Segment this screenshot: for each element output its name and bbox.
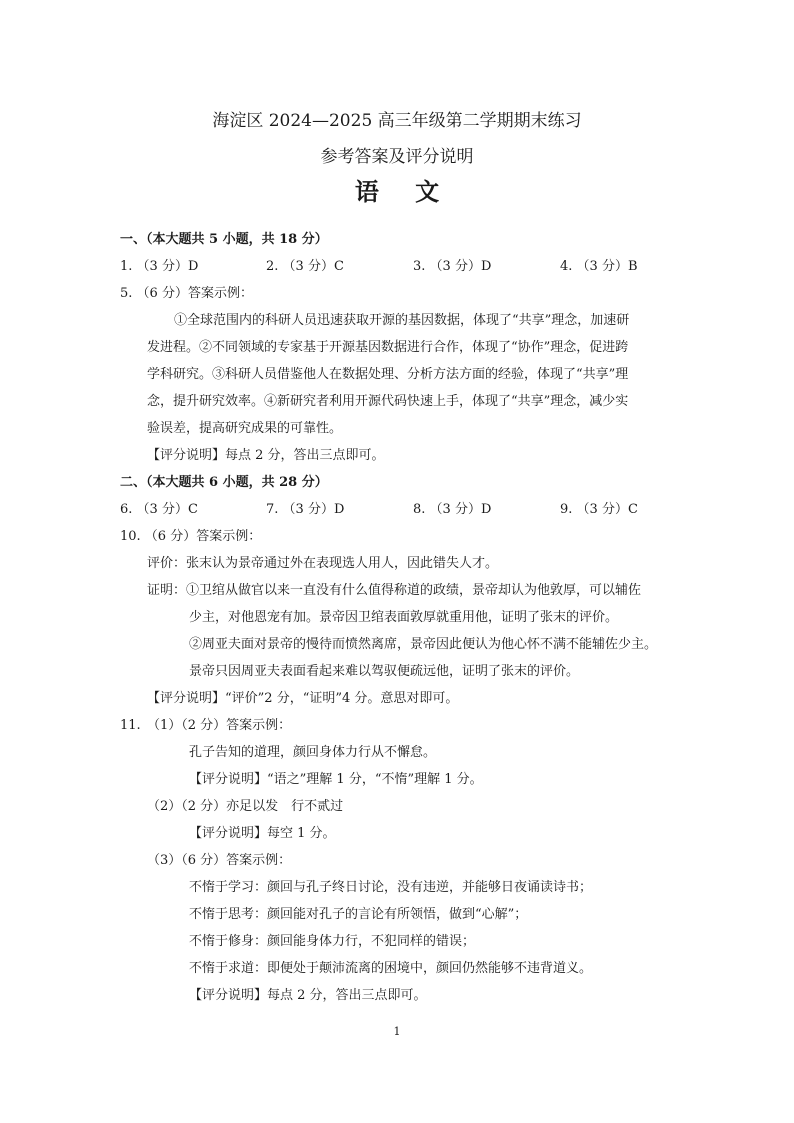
page-number: 1 [393, 1025, 401, 1038]
document-subtitle: 参考答案及评分说明 [320, 147, 474, 167]
q10-evaluation: 评价：张末认为景帝通过外在表现选人用人，因此错失人才。 [147, 556, 499, 571]
q5-answer-line: 验误差，提高研究成果的可靠性。 [147, 421, 343, 436]
q10-proof-line: 证明：①卫绾从做官以来一直没有什么值得称道的政绩，景帝却认为他敦厚，可以辅佐 [147, 583, 642, 598]
q11-part1-answer: 孔子告知的道理，颜回身体力行从不懈怠。 [189, 745, 437, 760]
q11-number: 11. [120, 718, 141, 733]
q10-proof-line: 少主，对他恩宠有加。景帝因卫绾表面敦厚就重用他，证明了张末的评价。 [189, 610, 619, 625]
q10-proof-line: ②周亚夫面对景帝的慢待而愤然离席，景帝因此便认为他心怀不满不能辅佐少主。 [189, 637, 658, 652]
q10-label: 10. （6 分）答案示例： [120, 529, 262, 544]
q5-label: 5. （6 分）答案示例： [120, 286, 253, 301]
q10-grading-note: 【评分说明】“评价”2 分，“证明”4 分。意思对即可。 [147, 691, 459, 706]
q5-answer-line: ①全球范围内的科研人员迅速获取开源的基因数据，体现了“共享”理念，加速研 [174, 313, 630, 328]
q11-part3-line: 不惰于思考：颜回能对孔子的言论有所领悟，做到“心解”； [189, 907, 528, 922]
answer-q4: 4. （3 分）B [560, 259, 638, 274]
answer-q1: 1. （3 分）D [120, 259, 199, 274]
q11-part3-line: 不惰于学习：颜回与孔子终日讨论，没有违逆，并能够日夜诵读诗书； [189, 880, 593, 895]
q11-part2-note: 【评分说明】每空 1 分。 [189, 826, 336, 841]
q11-part3-note: 【评分说明】每点 2 分，答出三点即可。 [189, 988, 427, 1003]
q5-answer-line: 学科研究。③科研人员借鉴他人在数据处理、分析方法方面的经验，体现了“共享”理 [147, 367, 629, 382]
q5-grading-note: 【评分说明】每点 2 分，答出三点即可。 [147, 448, 385, 463]
answer-q6: 6. （3 分）C [120, 502, 198, 517]
q11-part1-note: 【评分说明】“语之”理解 1 分，“不惰”理解 1 分。 [189, 772, 483, 787]
q10-proof-line: 景帝只因周亚夫表面看起来难以驾驭便疏远他，证明了张末的评价。 [189, 664, 580, 679]
subject-heading: 语 文 [354, 177, 454, 206]
answer-q7: 7. （3 分）D [266, 502, 345, 517]
answer-q3: 3. （3 分）D [413, 259, 492, 274]
q11-part3-line: 不惰于修身：颜回能身体力行，不犯同样的错误； [189, 934, 476, 949]
q11-part3-label: （3）（6 分）答案示例： [147, 853, 292, 868]
q11-part1-label: （1）（2 分）答案示例： [147, 718, 292, 733]
q11-part3-line: 不惰于求道：即便处于颠沛流离的困境中，颜回仍然能够不违背道义。 [189, 961, 593, 976]
section-heading-1: 一、（本大题共 5 小题，共 18 分） [120, 232, 328, 247]
q5-answer-line: 念，提升研究效率。④新研究者利用开源代码快速上手，体现了“共享”理念，减少实 [147, 394, 629, 409]
answer-q2: 2. （3 分）C [266, 259, 344, 274]
q11-part2-label: （2）（2 分）亦足以发 行不贰过 [147, 799, 344, 814]
section-heading-2: 二、（本大题共 6 小题，共 28 分） [120, 475, 328, 490]
answer-q9: 9. （3 分）C [560, 502, 638, 517]
document-title: 海淀区 2024—2025 高三年级第二学期期末练习 [212, 111, 582, 131]
answer-q8: 8. （3 分）D [413, 502, 492, 517]
q5-answer-line: 发进程。②不同领域的专家基于开源基因数据进行合作，体现了“协作”理念，促进跨 [147, 340, 629, 355]
